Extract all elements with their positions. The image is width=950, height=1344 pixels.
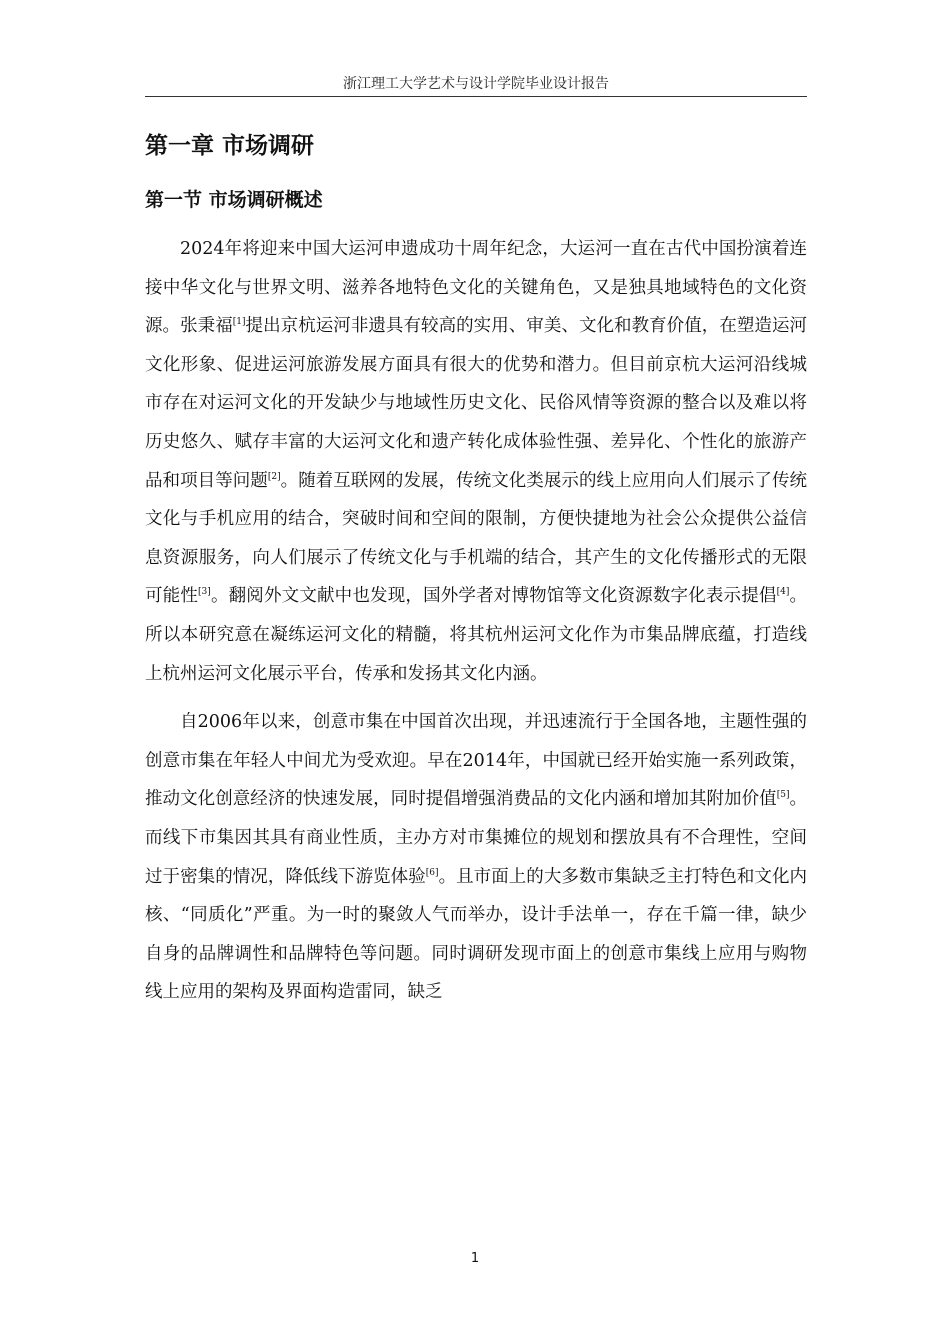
paragraph-text: 自2006年以来，创意市集在中国首次出现，并迅速流行于全国各地，主题性强的创意市集在年轻人中间尤为受欢迎。早在2014年，中国就已经开始实施一系列政策，推动文化创意经济的快速发展，同时提倡增强消费品的文化内涵和增加其附加价值 xyxy=(145,712,807,810)
citation-marker: [6] xyxy=(425,867,439,878)
citation-marker: [3] xyxy=(198,587,211,598)
citation-marker: [4] xyxy=(776,587,790,598)
body-text xyxy=(145,230,807,1022)
paragraph-1 xyxy=(145,230,807,693)
section-title: 第一节 市场调研概述 xyxy=(145,189,323,211)
chapter-title: 第一章 市场调研 xyxy=(145,133,315,159)
paragraph-text: 。翻阅外文文献中也发现，国外学者对博物馆等文化资源数字化表示提倡 xyxy=(210,586,777,607)
paragraph-text: 。所以本研究意在凝练运河文化的精髓，将其杭州运河文化作为市集品牌底蕴，打造线上杭州运河文化展示平台，传承和发扬其文化内涵。 xyxy=(145,586,808,684)
page-number: 1 xyxy=(470,1251,480,1266)
paragraph-text: 。而线下市集因其具有商业性质，主办方对市集摊位的规划和摆放具有不合理性，空间过于密集的情况，降低线下游览体验 xyxy=(145,789,808,887)
paragraph-2 xyxy=(145,703,807,1012)
citation-marker: [5] xyxy=(776,790,790,801)
running-header: 浙江理工大学艺术与设计学院毕业设计报告 xyxy=(145,74,807,97)
paragraph-text: 。随着互联网的发展，传统文化类展示的线上应用向人们展示了传统文化与手机应用的结合，突破时间和空间的限制，方便快捷地为社会公众提供公益信息资源服务，向人们展示了传统文化与手机端的结合，其产生的文化传播形式的无限可能性 xyxy=(145,470,808,607)
citation-marker: [1] xyxy=(232,317,246,328)
paragraph-text: 。且市面上的大多数市集缺乏主打特色和文化内核、“同质化”严重。为一时的聚敛人气而举办，设计手法单一，存在千篇一律，缺少自身的品牌调性和品牌特色等问题。同时调研发现市面上的创意市集线上应用与购物线上应用的架构及界面构造雷同，缺乏 xyxy=(145,866,808,1003)
paragraph-text: 2024年将迎来中国大运河申遗成功十周年纪念，大运河一直在古代中国扮演着连接中华文化与世界文明、滋养各地特色文化的关键角色，又是独具地域特色的文化资源。张秉福 xyxy=(145,239,807,337)
citation-marker: [2] xyxy=(267,471,281,482)
paragraph-text: 提出京杭运河非遗具有较高的实用、审美、文化和教育价值，在塑造运河文化形象、促进运河旅游发展方面具有很大的优势和潜力。但目前京杭大运河沿线城市存在对运河文化的开发缺少与地域性历史文化、民俗风情等资源的整合以及难以将历史悠久、赋存丰富的大运河文化和遗产转化成体验性强、差异化、个性化的旅游产品和项目等问题 xyxy=(145,316,808,491)
